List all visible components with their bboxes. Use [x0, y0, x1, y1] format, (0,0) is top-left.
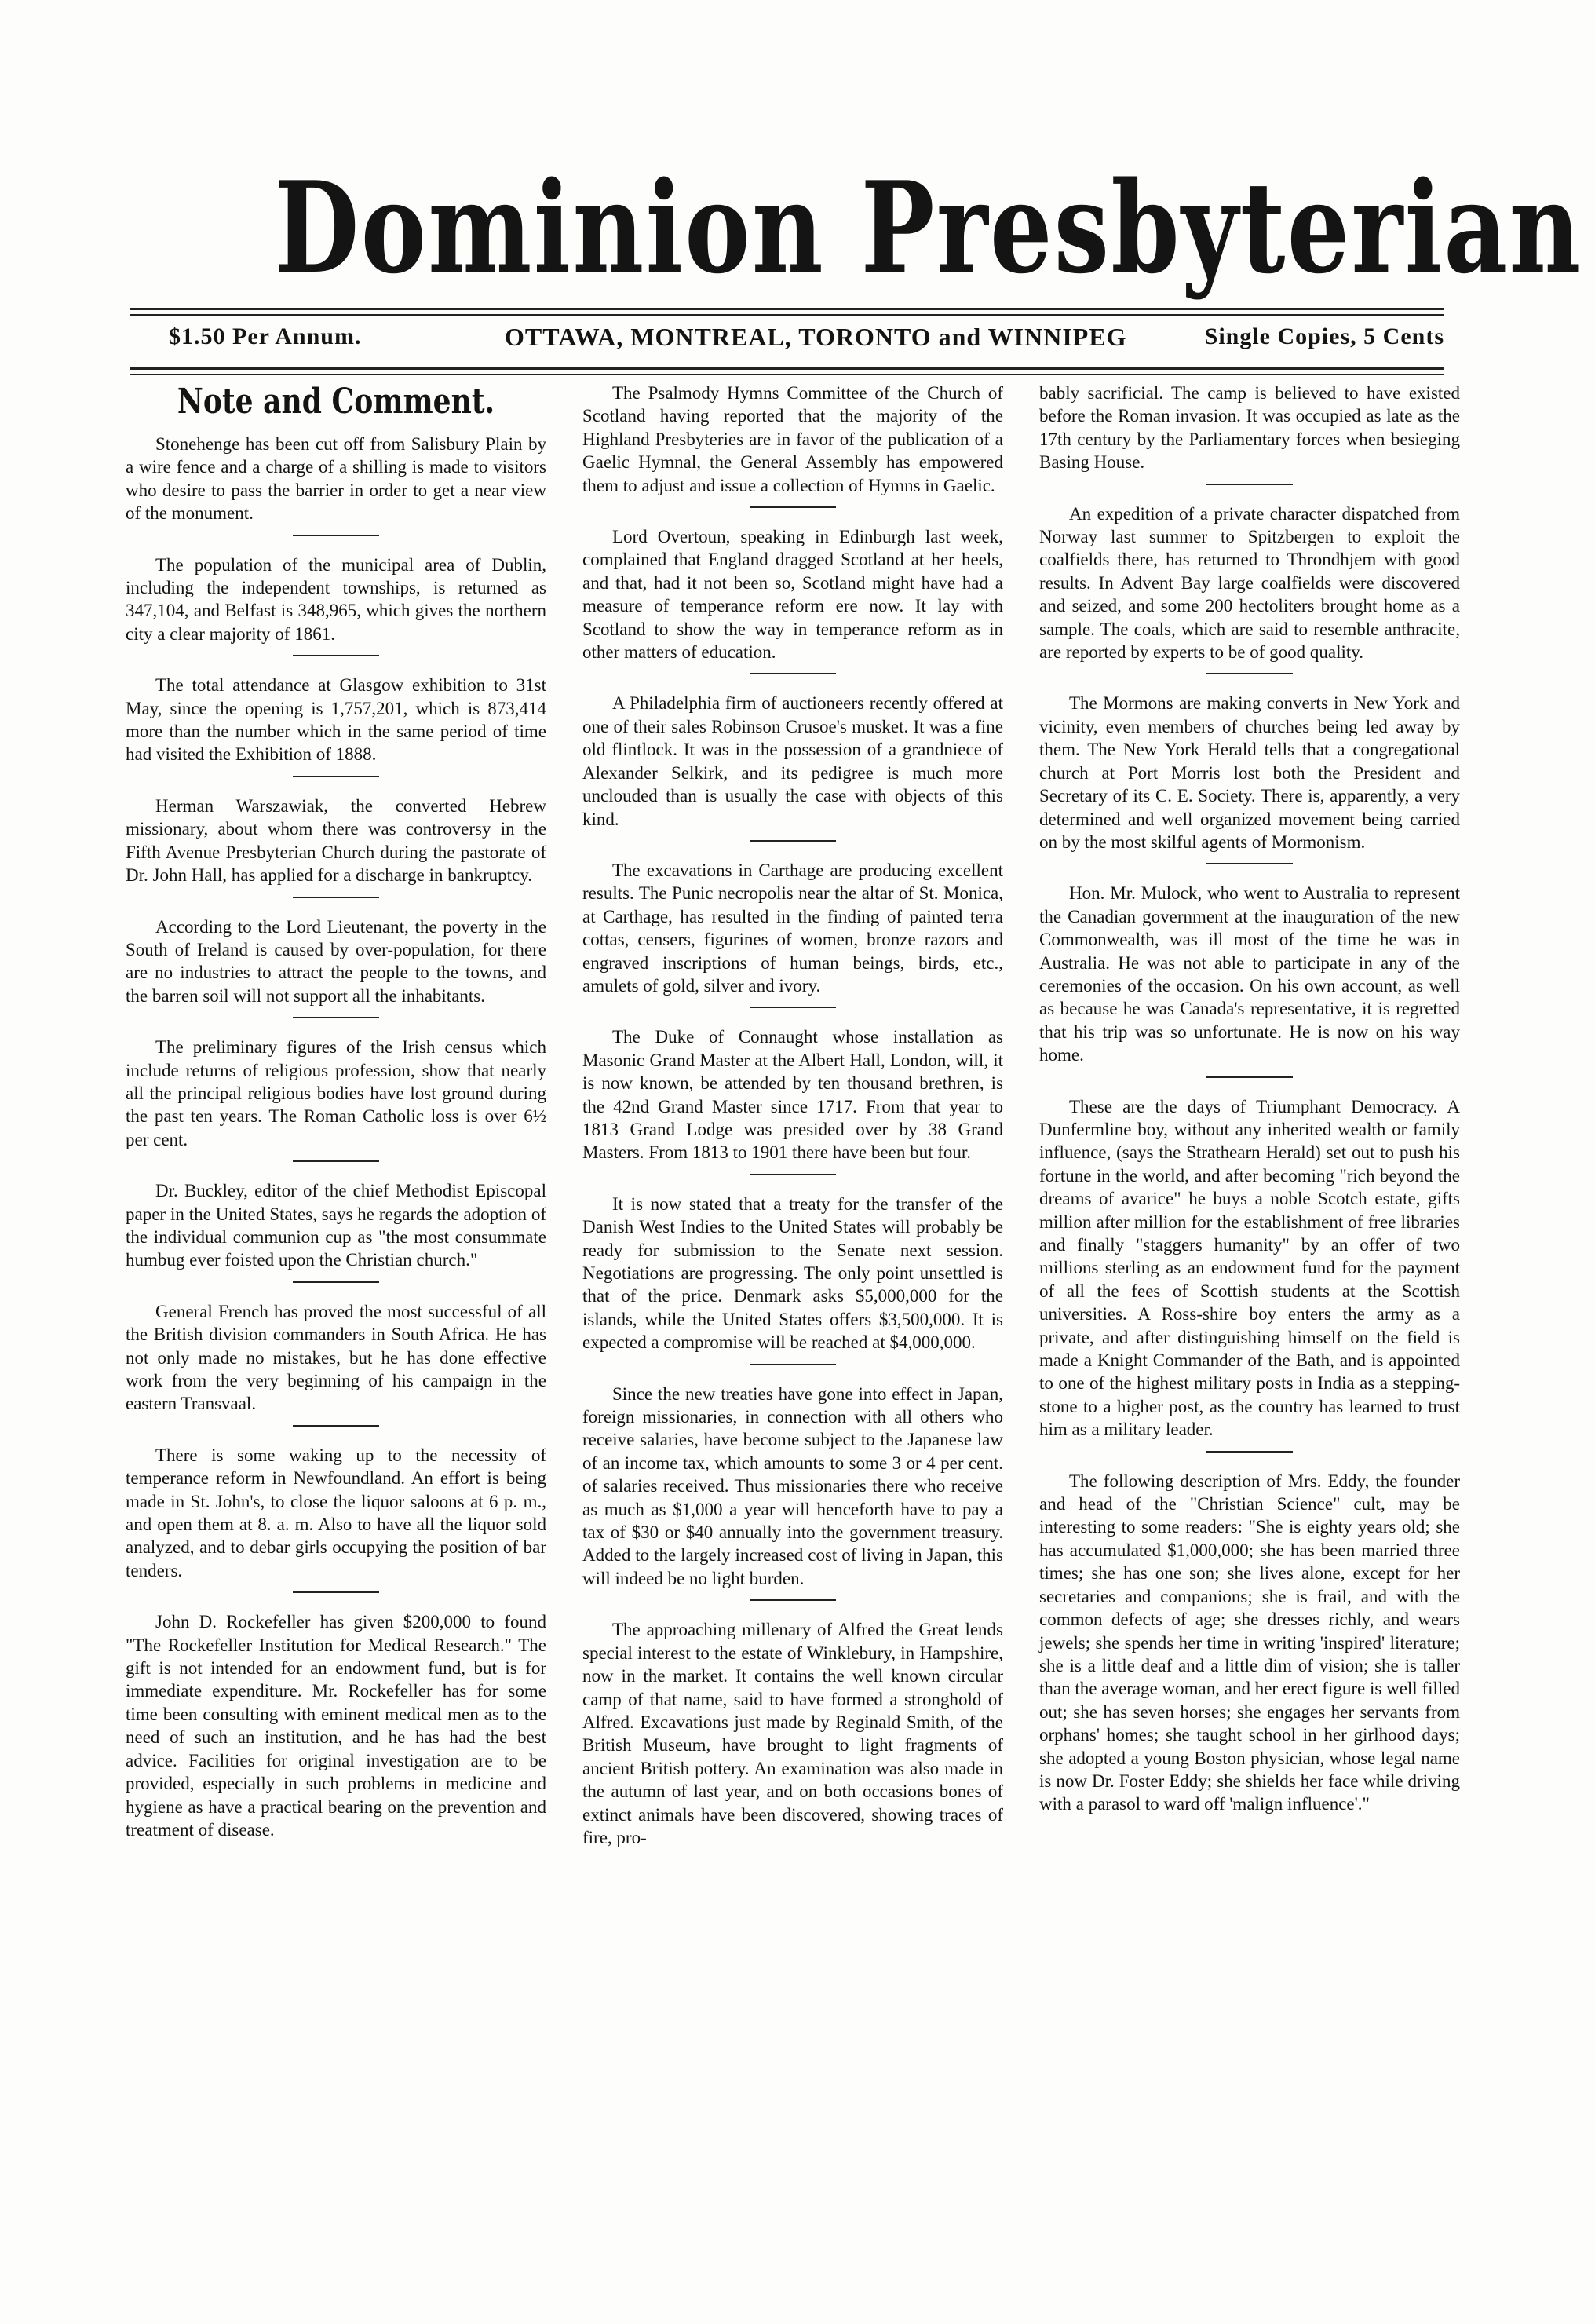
item-separator	[293, 1160, 379, 1162]
article-columns	[126, 382, 1460, 2266]
item-separator	[750, 1599, 836, 1601]
column-1	[126, 382, 546, 2266]
news-item: The approaching millenary of Alfred the Great lends special interest to the estate of Winklebury, in Hampshire, now in the market. It contains the well known circular camp of that name, said to have formed a stronghold of Alfred. Excavations just made by Reginald Smith, of the British Museum, have brought to light fragments of ancient British pottery. An examination was also made in the autumn of last year, and on both occasions bones of extinct animals have been discovered, showing traces of fire, pro-	[582, 1620, 1003, 1847]
subscription-price: $1.50 Per Annum.	[169, 323, 362, 349]
item-separator	[750, 840, 836, 842]
item-separator	[293, 1017, 379, 1018]
column-2	[582, 382, 1003, 2266]
news-item: A Philadelphia firm of auctioneers recently offered at one of their sales Robinson Crusoe's musket. It was a fine old flintlock. It was in the possession of a grandniece of Alexander Selkirk, and its pedigree is much more unclouded than is usually the case with objects of this kind.	[582, 693, 1003, 829]
item-separator	[293, 655, 379, 656]
news-item: An expedition of a private character dispatched from Norway last summer to Spitzbergen to exploit the coalfields there, has returned to Throndhjem with good results. In Advent Bay large coalfields were discovered and seized, and some 200 hectoliters brought home as a sample. The coals, which are said to resemble anthracite, are reported by experts to be of good quality.	[1039, 503, 1460, 663]
news-item: The Mormons are making converts in New York and vicinity, even members of churches being led away by them. The New York Herald tells that a congregational church at Port Morris lost both the President and Secretary of its C. E. Society. There is, apparently, a very determined and well organized movement being carried on by the most skilful agents of Mormonism.	[1039, 693, 1460, 852]
item-separator	[1206, 673, 1293, 674]
item-separator	[293, 535, 379, 536]
news-item: Since the new treaties have gone into effect in Japan, foreign missionaries, in connection with all others who receive salaries, have become subject to the Japanese law of an income tax, which amounts to some 3 or 4 per cent. of salaries received. Thus missionaries there who receive as much as $1,000 a year will henceforth have to pay a tax of $30 or $40 annually into the government treasury. Added to the largely increased cost of living in Japan, this will indeed be no light burden.	[582, 1383, 1003, 1588]
news-item-continued: bably sacrificial. The camp is believed to have existed before the Roman invasion. It was occupied as late as the 17th century by the Parliamentary forces when besieging Basing House.	[1039, 383, 1460, 473]
news-item: The Psalmody Hymns Committee of the Church of Scotland having reported that the majority of the Highland Presbyteries are in favor of the publication of a Gaelic Hymnal, the General Assembly has empowered them to adjust and issue a collection of Hymns in Gaelic.	[582, 383, 1003, 495]
news-item: These are the days of Triumphant Democracy. A Dunfermline boy, without any inherited wealth or family influence, (says the Strathearn Herald) set out to push his fortune in the world, and after becoming "rich beyond the dreams of avarice" he buys a noble Scotch estate, gifts million after million for the establishment of free libraries and finally "staggers humanity" by an offer of two millions sterling as an endowment fund for the payment of all the fees of Scottish students at the Scottish universities. A Ross-shire boy enters the army as a private, and after distinguishing himself on the field is made a Knight Commander of the Bath, and is appointed to one of the highest military posts in India as a stepping-stone to a higher post, as the country has learned to trust him as a military leader.	[1039, 1096, 1460, 1440]
news-item: It is now stated that a treaty for the transfer of the Danish West Indies to the United States will probably be ready for submission to the Senate next session. Negotiations are progressing. The only point unsettled is that of the price. Denmark asks $5,000,000 for the islands, while the United States offers $3,500,000. It is expected a compromise will be reached at $4,000,000.	[582, 1193, 1003, 1353]
news-item: There is some waking up to the necessity of temperance reform in Newfoundland. An effort is being made in St. John's, to close the liquor saloons at 6 p. m., and open them at 8. a. m. Also to have all the liquor sold analyzed, and to debar girls occupying the position of bar tenders.	[126, 1445, 546, 1580]
item-separator	[750, 1364, 836, 1365]
news-item: General French has proved the most successful of all the British division commanders in South Africa. He has not only made no mistakes, but he has done effective work from the very beginning of his campaign in the eastern Transvaal.	[126, 1301, 546, 1414]
item-separator	[1206, 1451, 1293, 1452]
news-item: Lord Overtoun, speaking in Edinburgh last week, complained that England dragged Scotland at her heels, and that, had it not been so, Scotland might have had a measure of temperance reform ere now. It lay with Scotland to show the way in temperance reform as in other matters of education.	[582, 527, 1003, 663]
masthead-infobar	[130, 317, 1444, 364]
column-3	[1039, 382, 1460, 2266]
item-separator	[750, 673, 836, 674]
item-separator	[1206, 484, 1293, 485]
masthead	[126, 149, 1582, 306]
item-separator	[293, 1281, 379, 1283]
news-item: Stonehenge has been cut off from Salisbury Plain by a wire fence and a charge of a shilling is made to visitors who desire to pass the barrier in order to get a near view of the monument.	[126, 434, 546, 524]
masthead-rule-top	[130, 308, 1444, 316]
section-heading: Note and Comment.	[177, 382, 495, 422]
item-separator	[1206, 863, 1293, 864]
masthead-rule-bottom	[130, 367, 1444, 375]
single-copy-price: Single Copies, 5 Cents	[1204, 323, 1444, 349]
newspaper-title: Dominion Presbyterian	[274, 154, 1582, 301]
item-separator	[750, 1007, 836, 1008]
news-item: According to the Lord Lieutenant, the poverty in the South of Ireland is caused by over-population, for there are no industries to attract the people to the towns, and the barren soil will not support all the inhabitants.	[126, 916, 546, 1006]
item-separator	[293, 1425, 379, 1427]
publication-cities: OTTAWA, MONTREAL, TORONTO and WINNIPEG	[505, 323, 1127, 351]
news-item: The Duke of Connaught whose installation as Masonic Grand Master at the Albert Hall, London, will, it is now known, be attended by ten thousand brethren, is the 42nd Grand Master since 1717. From that year to 1813 Grand Lodge was presided over by 38 Grand Masters. From 1813 to 1901 there have been but four.	[582, 1027, 1003, 1163]
news-item: The total attendance at Glasgow exhibition to 31st May, since the opening is 1,757,201, which is 873,414 more than the number which in the same period of time had visited the Exhibition of 1888.	[126, 675, 546, 765]
item-separator	[293, 776, 379, 777]
news-item: The preliminary figures of the Irish census which include returns of religious profession, show that nearly all the principal religious bodies have lost ground during the past ten years. The Roman Catholic loss is over 6½ per cent.	[126, 1037, 546, 1149]
news-item: The following description of Mrs. Eddy, the founder and head of the "Christian Science" cult, may be interesting to some readers: "She is eighty years old; she has accumulated $1,000,000; she has been married three times; she has one son; she lives alone, except for her secretaries and companions; she is frail, and with the common defects of age; she dresses richly, and wears jewels; she spends her time in writing 'inspired' literature; she is a little deaf and a little dim of vision; she is taller than the average woman, and her erect figure is well filled out; she has seven horses; she engages her servants from orphans' homes; she taught school in her girlhood days; she adopted a young Boston physician, whose legal name is now Dr. Foster Eddy; she shields her face while driving with a parasol to ward off 'malign influence'."	[1039, 1471, 1460, 1814]
news-item: John D. Rockefeller has given $200,000 to found "The Rockefeller Institution for Medical Research." The gift is not intended for an endowment fund, but is for immediate expenditure. Mr. Rockefeller has for some time been consulting with eminent medical men as to the need of such an institution, and he has had the best advice. Facilities for original investigation are to be provided, especially in such problems in medicine and hygiene as have a practical bearing on the prevention and treatment of disease.	[126, 1612, 546, 1840]
item-separator	[750, 1174, 836, 1175]
item-separator	[293, 897, 379, 898]
news-item: The population of the municipal area of Dublin, including the independent townships, is returned as 347,104, and Belfast is 348,965, which gives the northern city a clear majority of 1861.	[126, 554, 546, 644]
news-item: The excavations in Carthage are producing excellent results. The Punic necropolis near the altar of St. Monica, at Carthage, has resulted in the finding of painted terra cottas, censers, figurines of women, bronze razors and engraved inscriptions of human beings, birds, etc., amulets of gold, silver and ivory.	[582, 860, 1003, 996]
news-item: Herman Warszawiak, the converted Hebrew missionary, about whom there was controversy in the Fifth Avenue Presbyterian Church during the pastorate of Dr. John Hall, has applied for a discharge in bankruptcy.	[126, 795, 546, 886]
item-separator	[750, 506, 836, 508]
item-separator	[293, 1591, 379, 1593]
news-item: Hon. Mr. Mulock, who went to Australia to represent the Canadian government at the inauguration of the new Commonwealth, was ill most of the time he was in Australia. He was not able to participate in any of the ceremonies of the occasion. On his own account, as well as because he was Canada's representative, it is regretted that his trip was so unfortunate. He is now on his way home.	[1039, 883, 1460, 1065]
item-separator	[1206, 1076, 1293, 1078]
news-item: Dr. Buckley, editor of the chief Methodist Episcopal paper in the United States, says he regards the adoption of the individual communion cup as "the most consummate humbug ever foisted upon the Christian church."	[126, 1181, 546, 1270]
